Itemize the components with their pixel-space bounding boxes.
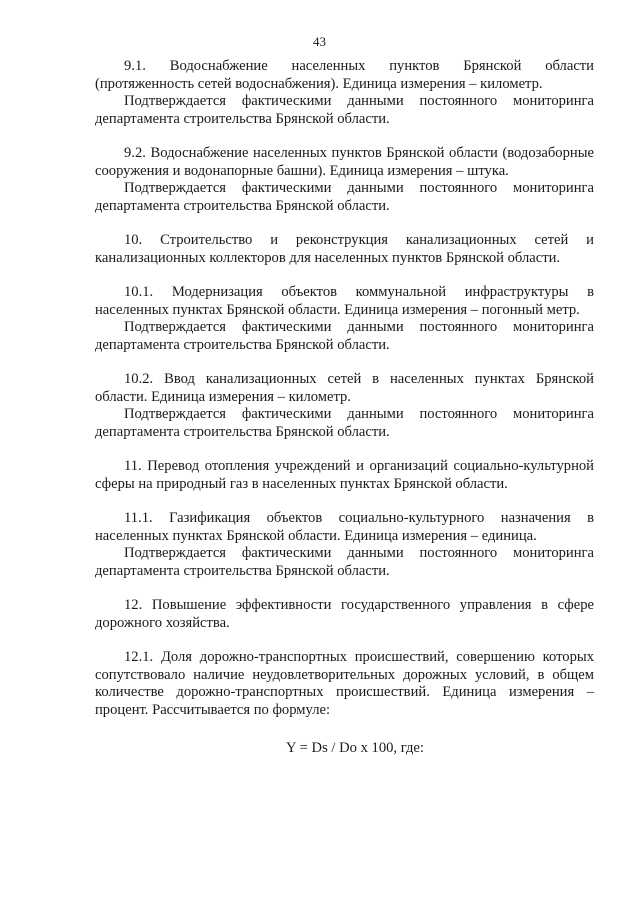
section-9-2 <box>95 145 594 215</box>
section-12 <box>95 597 594 632</box>
section-note: Подтверждается фактическими данными постоянного мониторинга департамента строительства Брянской области. <box>95 545 594 579</box>
section-9-1 <box>95 58 594 128</box>
document-body <box>95 58 594 758</box>
section-heading: 12.1. Доля дорожно-транспортных происшествий, совершению которых сопутствовало наличие неудовлетворительных дорожных условий, в общем количестве дорожно-транспортных происшествий. Единица измерения – процент. Рассчитывается по формуле: <box>95 649 594 718</box>
section-11-1 <box>95 510 594 580</box>
section-heading: 11.1. Газификация объектов социально-культурного назначения в населенных пунктах Брянской области. Единица измерения – единица. <box>95 510 594 544</box>
section-heading: 10.2. Ввод канализационных сетей в населенных пунктах Брянской области. Единица измерения – километр. <box>95 371 594 405</box>
section-note: Подтверждается фактическими данными постоянного мониторинга департамента строительства Брянской области. <box>95 180 594 214</box>
section-10 <box>95 232 594 267</box>
section-heading: 11. Перевод отопления учреждений и организаций социально-культурной сферы на природный газ в населенных пунктах Брянской области. <box>95 458 594 492</box>
section-note: Подтверждается фактическими данными постоянного мониторинга департамента строительства Брянской области. <box>95 319 594 353</box>
section-11 <box>95 458 594 493</box>
formula: Y = Ds / Do x 100, где: <box>286 740 424 756</box>
section-heading: 12. Повышение эффективности государственного управления в сфере дорожного хозяйства. <box>95 597 594 631</box>
section-note: Подтверждается фактическими данными постоянного мониторинга департамента строительства Брянской области. <box>95 406 594 440</box>
section-heading: 9.2. Водоснабжение населенных пунктов Брянской области (водозаборные сооружения и водонапорные башни). Единица измерения – штука. <box>95 145 594 179</box>
section-heading: 10. Строительство и реконструкция канализационных сетей и канализационных коллекторов для населенных пунктов Брянской области. <box>95 232 594 266</box>
section-12-1 <box>95 649 594 719</box>
section-10-2 <box>95 371 594 441</box>
section-heading: 10.1. Модернизация объектов коммунальной инфраструктуры в населенных пунктах Брянской области. Единица измерения – погонный метр. <box>95 284 594 318</box>
page-number: 43 <box>313 34 326 49</box>
section-10-1 <box>95 284 594 354</box>
section-note: Подтверждается фактическими данными постоянного мониторинга департамента строительства Брянской области. <box>95 93 594 127</box>
section-heading: 9.1. Водоснабжение населенных пунктов Брянской области (протяженность сетей водоснабжения). Единица измерения – километр. <box>95 58 594 92</box>
